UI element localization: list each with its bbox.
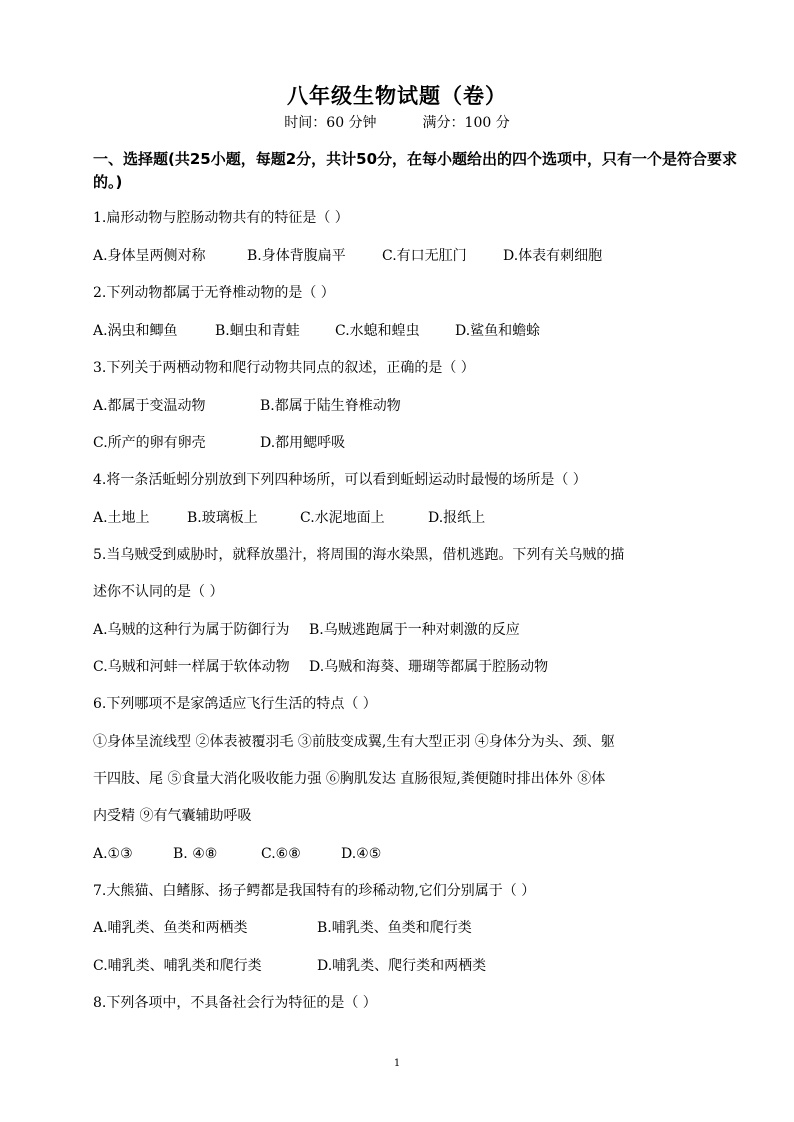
option-a: A.哺乳类、鱼类和两栖类: [93, 920, 248, 936]
question-6-list-line-3: 内受精 ⑨有气囊辅助呼吸: [93, 808, 252, 824]
exam-meta: [0, 112, 794, 132]
question-6-options: [93, 844, 773, 864]
option-b: B. ④⑧: [173, 846, 218, 862]
question-3-stem: 3.下列关于两栖动物和爬行动物共同点的叙述，正确的是（ ）: [93, 360, 475, 376]
question-6-stem: 6.下列哪项不是家鸽适应飞行生活的特点（ ）: [93, 696, 377, 712]
question-5-stem-line-1: 5.当乌贼受到威胁时，就释放墨汁，将周围的海水染黑，借机逃跑。下列有关乌贼的描: [93, 547, 625, 563]
question-6-list-line-1: ①身体呈流线型 ②体表被覆羽毛 ③前肢变成翼,生有大型正羽 ④身体分为头、颈、躯: [93, 734, 615, 750]
question-5-stem-line-2: 述你不认同的是（ ）: [93, 584, 224, 600]
option-d: D.都用鳃呼吸: [260, 435, 346, 451]
question-7-stem: 7.大熊猫、白鳍豚、扬子鳄都是我国特有的珍稀动物,它们分别属于（ ）: [93, 883, 536, 899]
question-7-options-row1: [93, 918, 773, 938]
option-c: C.水螅和蝗虫: [335, 323, 420, 339]
option-a: A.乌贼的这种行为属于防御行为: [93, 622, 290, 638]
question-2-options: [93, 321, 773, 341]
question-4-options: [93, 508, 773, 528]
option-d: D.乌贼和海葵、珊瑚等都属于腔肠动物: [309, 659, 549, 675]
question-3-options-row1: [93, 396, 773, 416]
option-a: A.身体呈两侧对称: [93, 248, 206, 264]
question-2-stem: 2.下列动物都属于无脊椎动物的是（ ）: [93, 285, 335, 301]
question-8-stem: 8.下列各项中，不具备社会行为特征的是（ ）: [93, 995, 377, 1011]
option-a: A.涡虫和鲫鱼: [93, 323, 178, 339]
option-c: C.所产的卵有卵壳: [93, 435, 206, 451]
question-5-options-row1: [93, 620, 773, 640]
option-b: B.哺乳类、鱼类和爬行类: [317, 920, 472, 936]
question-1-stem: 1.扁形动物与腔肠动物共有的特征是（ ）: [93, 210, 349, 226]
question-7-options-row2: [93, 956, 773, 976]
option-b: B.玻璃板上: [187, 510, 258, 526]
question-6-list-line-2: 干四肢、尾 ⑤食量大消化吸收能力强 ⑥胸肌发达 直肠很短,粪便随时排出体外 ⑧体: [93, 771, 606, 787]
option-d: D.鲨鱼和蟾蜍: [455, 323, 541, 339]
page-title: 八年级生物试题（卷）: [287, 84, 507, 108]
option-b: B.都属于陆生脊椎动物: [260, 398, 401, 414]
option-d: D.哺乳类、爬行类和两栖类: [317, 958, 487, 974]
option-c: C.⑥⑧: [261, 846, 301, 862]
question-3-options-row2: [93, 433, 773, 453]
question-1-options: [93, 246, 773, 266]
option-a: A.土地上: [93, 510, 150, 526]
option-c: C.乌贼和河蚌一样属于软体动物: [93, 659, 290, 675]
option-b: B.身体背腹扁平: [247, 248, 346, 264]
section-heading: 一、选择题(共25小题，每题2分，共计50分，在每小题给出的四个选项中，只有一个是符合要求的。): [93, 150, 738, 191]
option-c: C.哺乳类、哺乳类和爬行类: [93, 958, 262, 974]
option-d: D.体表有刺细胞: [503, 248, 603, 264]
exam-time: 时间：60 分钟: [284, 115, 377, 131]
exam-score: 满分：100 分: [422, 115, 510, 131]
option-a: A.①③: [93, 846, 133, 862]
option-c: C.水泥地面上: [300, 510, 385, 526]
page-number: 1: [393, 1058, 401, 1069]
option-c: C.有口无肛门: [382, 248, 467, 264]
question-4-stem: 4.将一条活蚯蚓分别放到下列四种场所，可以看到蚯蚓运动时最慢的场所是（ ）: [93, 472, 587, 488]
option-b: B.乌贼逃跑属于一种对刺激的反应: [309, 622, 520, 638]
option-d: D.报纸上: [428, 510, 486, 526]
option-b: B.蛔虫和青蛙: [215, 323, 300, 339]
question-5-options-row2: [93, 657, 773, 677]
option-d: D.④⑤: [341, 846, 382, 862]
option-a: A.都属于变温动物: [93, 398, 206, 414]
